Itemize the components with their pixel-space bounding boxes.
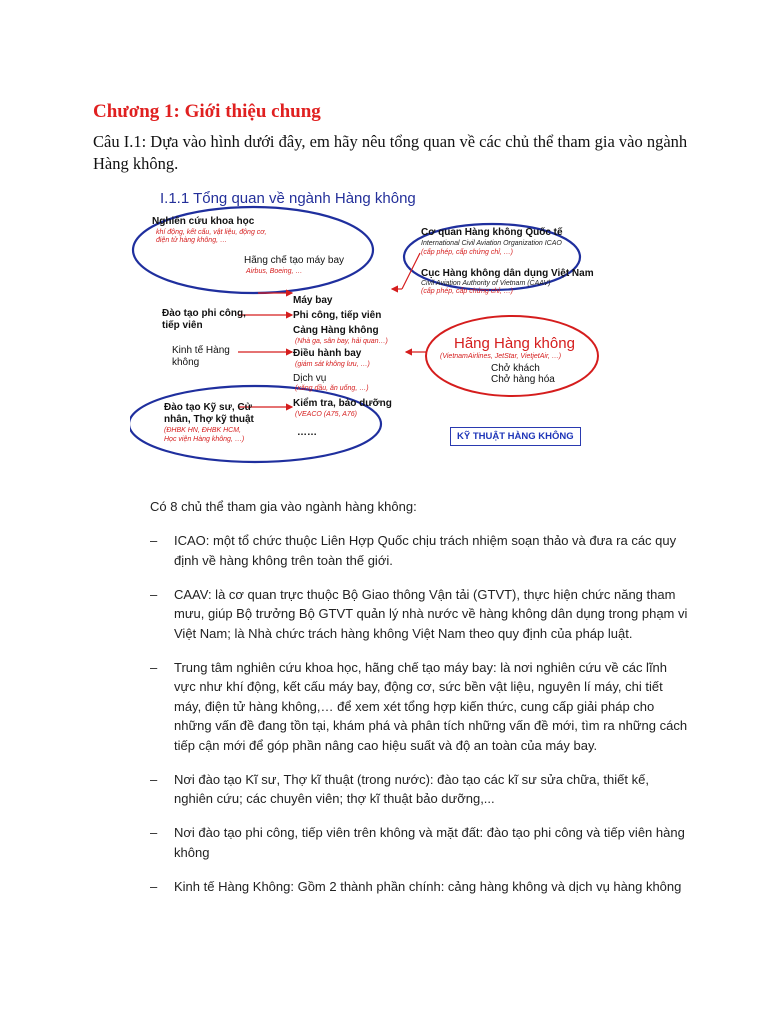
icao-label: Cơ quan Hàng không Quốc tế xyxy=(421,227,563,238)
economics-line2: không xyxy=(172,357,200,368)
list-item-text: CAAV: là cơ quan trực thuộc Bộ Giao thông Vận tải (GTVT), thực hiện chức năng tham mưu, giúp Bộ trưởng Bộ GTVT quản lý nhà nước về hàng không dân dụng trong phạm vi Việt Nam; là Nhà chức trách hàng không Việt Nam theo quy định của pháp luật. xyxy=(174,586,688,641)
center-ellipsis: …… xyxy=(297,427,317,438)
mro-note: (VEACO (A75, A76) xyxy=(295,411,357,418)
pilot-training-line2: tiếp viên xyxy=(162,320,203,331)
services-label: Dịch vụ xyxy=(293,373,327,384)
intro-text: Có 8 chủ thể tham gia vào ngành hàng không: xyxy=(150,499,417,514)
question-text: Câu I.1: Dựa vào hình dưới đây, em hãy nêu tổng quan về các chủ thể tham gia vào ngành Hàng không. xyxy=(93,132,688,173)
list-item xyxy=(150,823,690,862)
manufacturer-label: Hãng chế tạo máy bay xyxy=(244,255,345,266)
list-item-text: Nơi đào tạo phi công, tiếp viên trên không và mặt đất: đào tạo phi công và tiếp viên hàng không xyxy=(174,825,685,860)
airline-label: Hãng Hàng không xyxy=(454,335,575,352)
caav-note: (cấp phép, cấp chứng chỉ, …) xyxy=(421,288,513,295)
economics-line1: Kinh tế Hàng xyxy=(172,345,230,356)
engineering-box: KỸ THUẬT HÀNG KHÔNG xyxy=(450,427,581,446)
bullet-marker: – xyxy=(150,533,158,548)
bullet-marker: – xyxy=(150,659,158,675)
chapter-title: Chương 1: Giới thiệu chung xyxy=(93,101,321,122)
list-item-text: Trung tâm nghiên cứu khoa học, hãng chế tạo máy bay: là nơi nghiên cứu về các lĩnh vực như khí động, kết cấu máy bay, động cơ, sức bền vật liệu, nguyên lí máy, chi tiết máy, điện tử hàng không,… để xem xét tổng hợp kiến thức, cung cấp giải pháp cho những vấn đề đang tồn tại, khám phá và phân tích những vấn đề mới, tìm ra những cách tiếp cận mới để góp phần nâng cao hiệu suất và độ an toàn của máy bay. xyxy=(174,659,688,753)
list-item xyxy=(150,877,690,897)
list-item xyxy=(150,531,690,570)
engineer-training-line2: nhân, Thợ kỹ thuật xyxy=(164,414,254,425)
atc-label: Điều hành bay xyxy=(293,348,362,359)
atc-note: (giám sát không lưu, …) xyxy=(295,361,370,368)
airline-cargo: Chở hàng hóa xyxy=(491,374,555,385)
list-item-text: Nơi đào tạo Kĩ sư, Thợ kĩ thuật (trong nước): đào tạo các kĩ sư sửa chữa, thiết kế, nghiên cứu; các chuyên viên; thợ kĩ thuật bảo dưỡng,... xyxy=(174,771,649,806)
mro-label: Kiểm tra, bảo dưỡng xyxy=(293,398,392,409)
research-label: Nghiên cứu khoa học xyxy=(152,216,255,227)
airport-note: (Nhà ga, sân bay, hải quan…) xyxy=(295,338,388,345)
airport-label: Cảng Hàng không xyxy=(293,325,379,336)
list-item xyxy=(150,658,690,756)
list-item-text: Kinh tế Hàng Không: Gồm 2 thành phần chính: cảng hàng không và dịch vụ hàng không xyxy=(174,878,682,894)
list-item xyxy=(150,770,690,809)
pilot-training-line1: Đào tạo phi công, xyxy=(162,308,246,319)
aircraft-label: Máy bay xyxy=(293,295,333,306)
caav-label: Cục Hàng không dân dụng Việt Nam xyxy=(421,268,594,279)
bullet-marker: – xyxy=(150,771,158,787)
bullet-marker: – xyxy=(150,878,158,894)
engineer-training-note1: (ĐHBK HN, ĐHBK HCM, xyxy=(164,427,242,434)
list-item xyxy=(150,585,690,644)
airline-passengers: Chở khách xyxy=(491,363,540,374)
list-item-text: ICAO: một tổ chức thuộc Liên Hợp Quốc chịu trách nhiệm soạn thảo và đưa ra các quy định về hàng không trên toàn thế giới. xyxy=(174,533,677,568)
aviation-overview-diagram xyxy=(130,185,630,470)
research-note-1: khí động, kết cấu, vật liệu, động cơ, xyxy=(156,229,267,236)
icao-sub: International Civil Aviation Organization ICAO xyxy=(421,240,562,247)
services-note: (xăng dầu, ăn uống, …) xyxy=(295,385,369,392)
bullet-marker: – xyxy=(150,825,158,840)
airline-note: (VietnamAirlines, JetStar, VietjetAir, …) xyxy=(440,353,562,360)
engineer-training-line1: Đào tạo Kỹ sư, Cử xyxy=(164,402,252,413)
engineer-training-note2: Học viện Hàng không, …) xyxy=(164,436,245,443)
research-note-2: điện tử hàng không, … xyxy=(156,237,227,244)
manufacturer-note: Airbus, Boeing, … xyxy=(246,268,303,275)
subject-list xyxy=(150,531,690,911)
crew-label: Phi công, tiếp viên xyxy=(293,310,382,321)
bullet-marker: – xyxy=(150,586,158,602)
diagram-title: I.1.1 Tổng quan về ngành Hàng không xyxy=(160,190,416,207)
icao-note: (cấp phép, cấp chứng chỉ, …) xyxy=(421,249,513,256)
caav-sub: Civil Aviation Authority of Vietnam (CAAV) xyxy=(421,280,551,287)
